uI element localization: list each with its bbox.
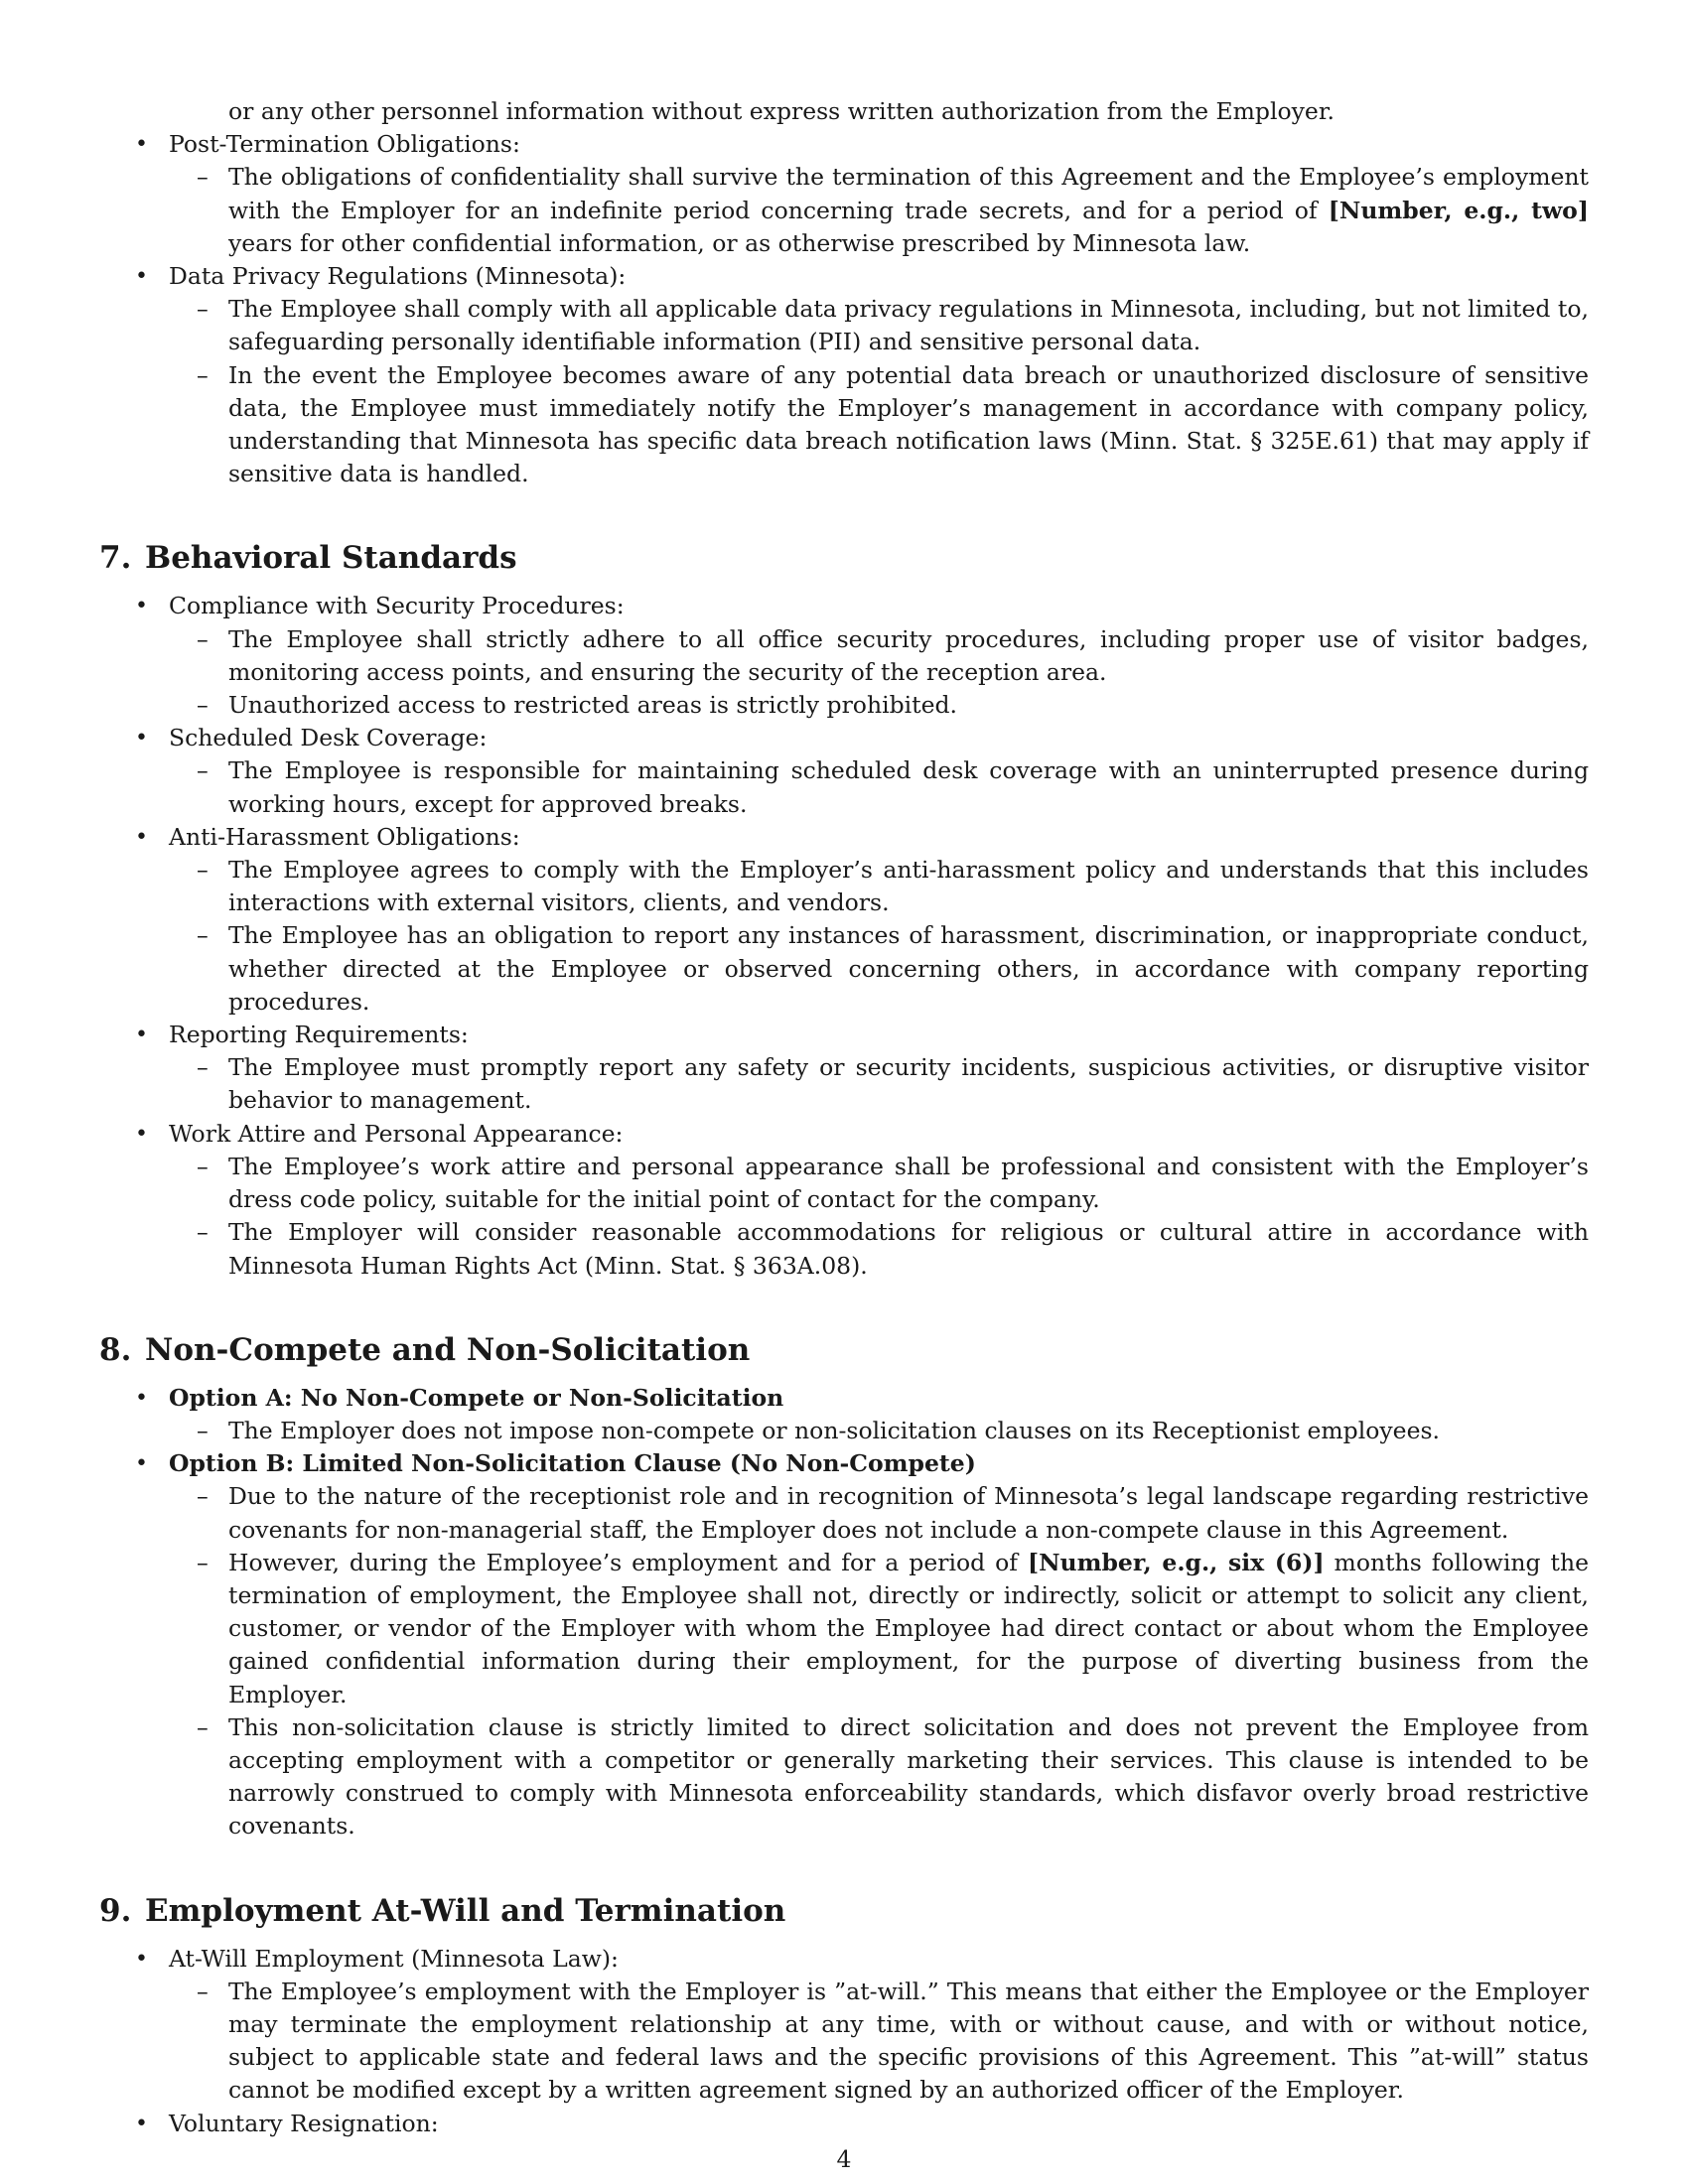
dash-icon: –	[197, 856, 209, 885]
section7-group: • Reporting Requirements: – The Employee must promptly report any safety or security incidents, suspicious activities, or disruptive visitor behavior to management.	[99, 1019, 1589, 1118]
data-privacy-item	[99, 260, 1589, 490]
bullet-icon: •	[135, 1451, 148, 1477]
list-item: – The obligations of confidentiality shall survive the termination of this Agreement and the Employee’s employment with the Employer for an indefinite period concerning trade secrets, and for a period of [Number, e.g., two] years for other confidential information, or as otherwise prescribed by Minnesota law.	[197, 163, 1589, 257]
section-heading-7: 7. Behavioral Standards	[99, 540, 517, 577]
bullet-icon: •	[135, 132, 148, 158]
bullet-icon: •	[135, 1023, 148, 1048]
section7-group: • Anti-Harassment Obligations: – The Employee agrees to comply with the Employer’s anti-harassment policy and understands that this includes interactions with external visitors, clients, and vendors. – The Employee has an obligation to report any instances of harassment, discrimination, or inappropriate conduct, whether directed at the Employee or observed concerning others, in accordance with company reporting procedures.	[99, 821, 1589, 1019]
list-item: – The Employee shall comply with all applicable data privacy regulations in Minnesota, including, but not limited to, safeguarding personally identifiable information (PII) and sensitive personal data.	[197, 295, 1589, 356]
list-item: – The Employer will consider reasonable accommodations for religious or cultural attire in accordance with Minnesota Human Rights Act (Minn. Stat. § 363A.08).	[197, 1218, 1589, 1280]
list-item: – Due to the nature of the receptionist role and in recognition of Minnesota’s legal landscape regarding restrictive covenants for non-managerial staff, the Employer does not include a non-compete clause in this Agreement.	[197, 1482, 1589, 1544]
dash-icon: –	[197, 1548, 209, 1576]
dash-icon: –	[197, 163, 209, 192]
section7-group: • Work Attire and Personal Appearance: – The Employee’s work attire and personal appearance shall be professional and consistent with the Employer’s dress code policy, suitable for the initial point of contact for the company. – The Employer will consider reasonable accommodations for religious or cultural attire in accordance with Minnesota Human Rights Act (Minn. Stat. § 363A.08).	[99, 1118, 1589, 1283]
at-will-item: • At-Will Employment (Minnesota Law): – The Employee’s employment with the Employer is ”at-will.” This means that either the Employee or the Employer may terminate the employment relationship at any time, with or without cause, and with or without notice, subject to applicable state and federal laws and the specific provisions of this Agreement. This ”at-will” status cannot be modified except by a written agreement signed by an authorized officer of the Employer.	[99, 1943, 1589, 2108]
section6-list	[99, 128, 1589, 490]
dash-icon: –	[197, 691, 209, 720]
list-item: – However, during the Employee’s employment and for a period of [Number, e.g., six (6)] months following the termination of employment, the Employee shall not, directly or indirectly, solicit or attempt to solicit any client, customer, or vendor of the Employer with whom the Employee had direct contact or about whom the Employee gained confidential information during their employment, for the purpose of diverting business from the Employer.	[197, 1548, 1589, 1708]
dash-icon: –	[197, 1977, 209, 2005]
dash-icon: –	[197, 1152, 209, 1180]
section8-list	[99, 1382, 1589, 1843]
option-a-label: Option A: No Non-Compete or Non-Solicitation	[169, 1383, 784, 1412]
data-privacy-label: Data Privacy Regulations (Minnesota):	[169, 262, 627, 291]
section-heading-8: 8. Non-Compete and Non-Solicitation	[99, 1331, 751, 1368]
list-item: – The Employee’s employment with the Employer is ”at-will.” This means that either the Employee or the Employer may terminate the employment relationship at any time, with or without cause, and with or without notice, subject to applicable state and federal laws and the specific provisions of this Agreement. This ”at-will” status cannot be modified except by a written agreement signed by an authorized officer of the Employer.	[197, 1977, 1589, 2105]
section9-list	[99, 1943, 1589, 2140]
option-a	[99, 1382, 1589, 1447]
bullet-icon: •	[135, 1121, 148, 1147]
dash-icon: –	[197, 1712, 209, 1741]
page-number: 4	[836, 2145, 852, 2173]
bullet-icon: •	[135, 1385, 148, 1411]
list-item: – The Employee shall strictly adhere to all office security procedures, including proper use of visitor badges, monitoring access points, and ensuring the security of the reception area.	[197, 624, 1589, 686]
list-item: – In the event the Employee becomes aware of any potential data breach or unauthorized disclosure of sensitive data, the Employee must immediately notify the Employer’s management in accordance with company policy, understanding that Minnesota has specific data breach notification laws (Minn. Stat. § 325E.61) that may apply if sensitive data is handled.	[197, 360, 1589, 488]
placeholder-field: [Number, e.g., six (6)]	[1027, 1548, 1325, 1576]
dash-icon: –	[197, 624, 209, 653]
list-item: – The Employee has an obligation to report any instances of harassment, discrimination, or inappropriate conduct, whether directed at the Employee or observed concerning others, in accordance with company reporting procedures.	[197, 921, 1589, 1016]
bullet-icon: •	[135, 264, 148, 290]
bullet-icon: •	[135, 1946, 148, 1972]
section7-group: • Scheduled Desk Coverage: – The Employee is responsible for maintaining scheduled desk coverage with an uninterrupted presence during working hours, except for approved breaks.	[99, 722, 1589, 821]
dash-icon: –	[197, 756, 209, 785]
dash-icon: –	[197, 1482, 209, 1511]
list-item: – This non-solicitation clause is strictly limited to direct solicitation and does not prevent the Employee from accepting employment with a competitor or generally marketing their services. This clause is intended to be narrowly construed to comply with Minnesota enforceability standards, which disfavor overly broad restrictive covenants.	[197, 1712, 1589, 1841]
bullet-icon: •	[135, 594, 148, 619]
list-item: – Unauthorized access to restricted areas is strictly prohibited.	[169, 689, 1589, 722]
dash-icon: –	[197, 360, 209, 389]
dash-icon: –	[197, 1218, 209, 1247]
resignation-item: • Voluntary Resignation:	[99, 2108, 1589, 2140]
placeholder-field: [Number, e.g., two]	[1328, 196, 1589, 224]
post-termination-item	[99, 128, 1589, 260]
dash-icon: –	[197, 1053, 209, 1082]
dash-icon: –	[197, 295, 209, 324]
section-heading-9: 9. Employment At-Will and Termination	[99, 1892, 786, 1929]
post-termination-label: Post-Termination Obligations:	[169, 130, 520, 159]
list-item: – The Employee’s work attire and personal appearance shall be professional and consistent with the Employer’s dress code policy, suitable for the initial point of contact for the company.	[197, 1152, 1589, 1214]
dash-icon: –	[197, 921, 209, 950]
continuation-text: or any other personnel information without express written authorization from the Employer.	[228, 97, 1335, 125]
list-item: – The Employee must promptly report any safety or security incidents, suspicious activities, or disruptive visitor behavior to management.	[197, 1053, 1589, 1115]
list-item: – The Employee agrees to comply with the Employer’s anti-harassment policy and understands that this includes interactions with external visitors, clients, and vendors.	[197, 856, 1589, 917]
list-item: – The Employee is responsible for maintaining scheduled desk coverage with an uninterrupted presence during working hours, except for approved breaks.	[197, 756, 1589, 818]
bullet-icon: •	[135, 824, 148, 850]
document-page	[99, 95, 1589, 2140]
section7-group: • Compliance with Security Procedures: – The Employee shall strictly adhere to all office security procedures, including proper use of visitor badges, monitoring access points, and ensuring the security of the reception area. – Unauthorized access to restricted areas is strictly prohibited.	[99, 590, 1589, 722]
option-b	[99, 1447, 1589, 1843]
section7-list	[99, 590, 1589, 1282]
dash-icon: –	[197, 1416, 209, 1444]
option-b-label: Option B: Limited Non-Solicitation Clause (No Non-Compete)	[169, 1449, 976, 1478]
list-item: – The Employer does not impose non-compete or non-solicitation clauses on its Receptionist employees.	[169, 1415, 1589, 1447]
bullet-icon: •	[135, 726, 148, 751]
bullet-icon: •	[135, 2111, 148, 2136]
